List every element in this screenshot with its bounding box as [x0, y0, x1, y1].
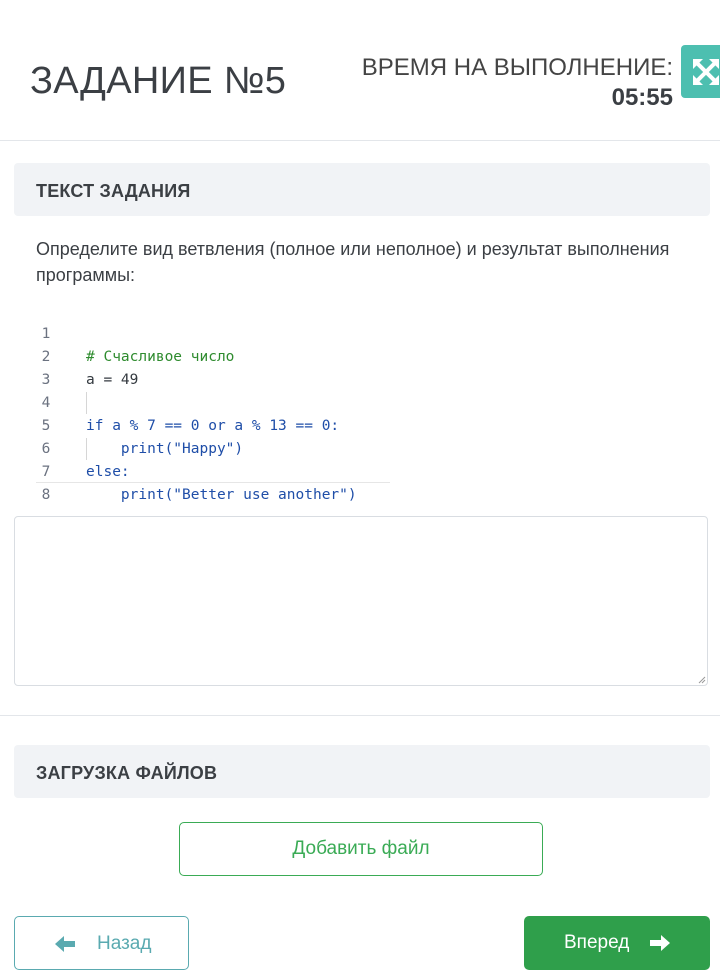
- task-section-header: [14, 163, 710, 216]
- upload-section-header: [14, 745, 710, 798]
- timer-value: 05:55: [611, 84, 673, 111]
- code-line: 2 a = 49: [41, 349, 139, 388]
- timer-label: ВРЕМЯ НА ВЫПОЛНЕНИЕ:: [361, 54, 673, 81]
- answer-textarea[interactable]: [14, 516, 708, 686]
- arrow-left-icon: [55, 935, 75, 953]
- section-divider: [0, 715, 720, 716]
- back-button[interactable]: [14, 916, 189, 970]
- add-file-button[interactable]: Добавить файл: [179, 822, 543, 876]
- code-line: 3: [41, 372, 51, 388]
- task-section-title: ТЕКСТ ЗАДАНИЯ: [36, 181, 191, 201]
- page-header: [0, 0, 720, 141]
- expand-arrows-icon: [691, 57, 720, 87]
- code-line: 8: [41, 487, 51, 503]
- upload-section-title: ЗАГРУЗКА ФАЙЛОВ: [36, 763, 218, 783]
- page-title: ЗАДАНИЕ №5: [30, 60, 287, 102]
- back-button-label: Назад: [97, 933, 152, 954]
- expand-button[interactable]: [681, 45, 720, 98]
- resize-grip-icon[interactable]: [698, 676, 706, 684]
- task-text: Определите вид ветвления (полное или неполное) и результат выполнения программы:: [36, 239, 670, 285]
- next-button[interactable]: [524, 916, 710, 970]
- code-line: 5 print("Happy"): [41, 418, 244, 457]
- code-line: 1 # Счасливое число: [41, 326, 235, 365]
- next-button-label: Вперед: [564, 932, 630, 953]
- code-line: 4 if a % 7 == 0 or a % 13 == 0:: [41, 395, 340, 434]
- indent-guide: [86, 392, 87, 414]
- code-block: [36, 300, 390, 503]
- code-line: 7 print("Better use another"): [41, 464, 357, 503]
- code-line: 6 else:: [41, 441, 130, 480]
- arrow-right-icon: [650, 934, 670, 952]
